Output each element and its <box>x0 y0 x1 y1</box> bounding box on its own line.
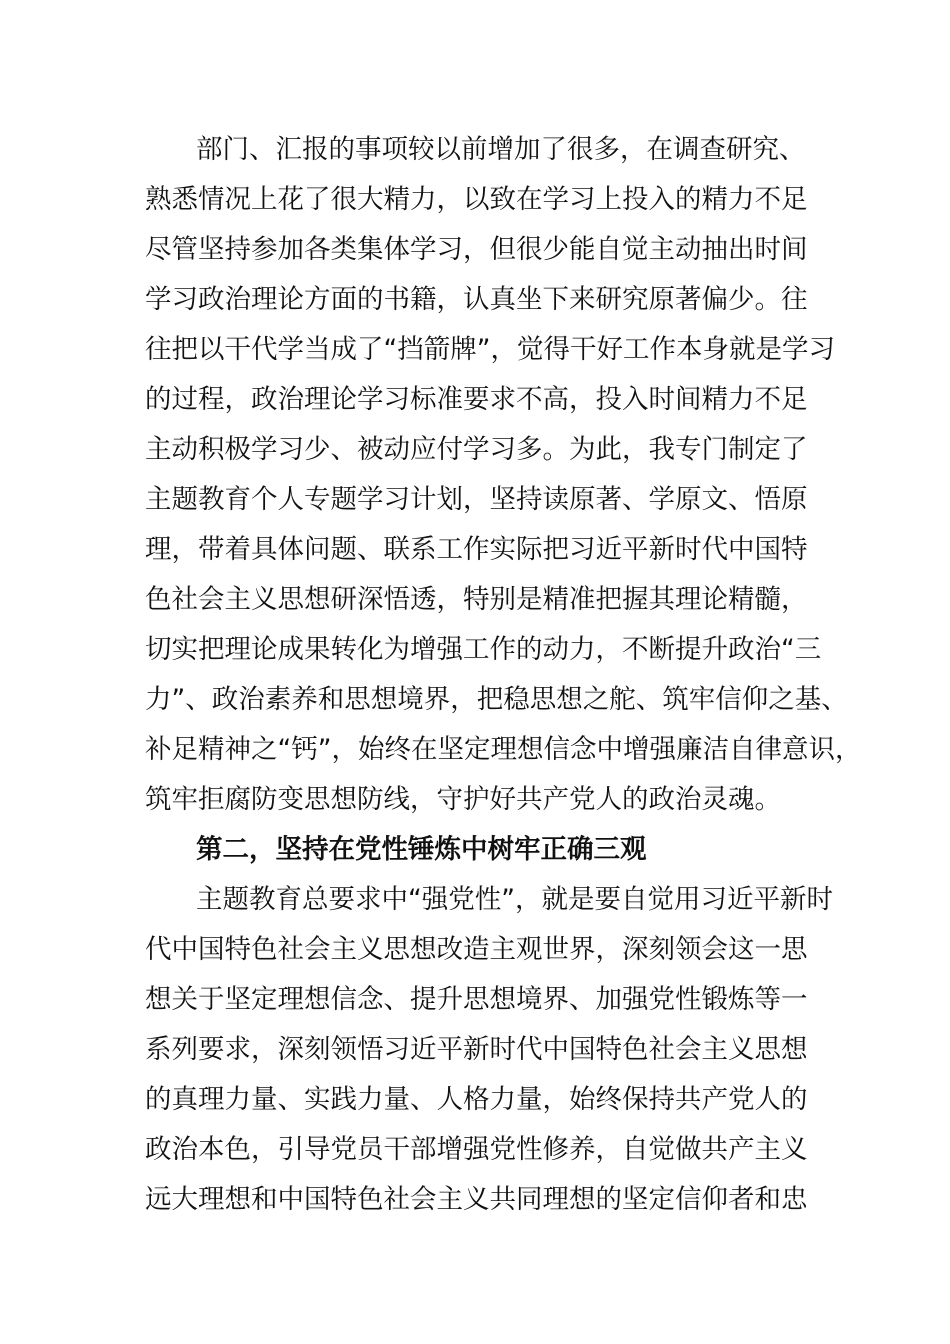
text-line: 熟悉情况上花了很大精力，以致在学习上投入的精力不足 <box>145 184 808 215</box>
text-line: 代中国特色社会主义思想改造主观世界，深刻领会这一思 <box>145 934 808 965</box>
section-heading: 第二，坚持在党性锤炼中树牢正确三观 <box>196 834 647 865</box>
text-line: 补足精神之“钙”，始终在坚定理想信念中增强廉洁自律意识， <box>145 734 862 765</box>
text-line: 政治本色，引导党员干部增强党性修养，自觉做共产主义 <box>145 1134 808 1165</box>
text-line: 系列要求，深刻领悟习近平新时代中国特色社会主义思想 <box>145 1034 808 1065</box>
text-line: 主题教育总要求中“强党性”，就是要自觉用习近平新时 <box>196 884 833 915</box>
text-line: 力”、政治素养和思想境界，把稳思想之舵、筑牢信仰之基、 <box>145 684 848 715</box>
text-line: 的过程，政治理论学习标准要求不高，投入时间精力不足 <box>145 384 808 415</box>
text-line: 主题教育个人专题学习计划，坚持读原著、学原文、悟原 <box>145 484 808 515</box>
text-line: 尽管坚持参加各类集体学习，但很少能自觉主动抽出时间 <box>145 234 808 265</box>
text-line: 部门、汇报的事项较以前增加了很多，在调查研究、 <box>196 134 806 165</box>
text-line: 筑牢拒腐防变思想防线，守护好共产党人的政治灵魂。 <box>145 784 781 815</box>
text-line: 切实把理论成果转化为增强工作的动力，不断提升政治“三 <box>145 634 822 665</box>
text-line: 学习政治理论方面的书籍，认真坐下来研究原著偏少。往 <box>145 284 808 315</box>
text-line: 理，带着具体问题、联系工作实际把习近平新时代中国特 <box>145 534 808 565</box>
text-line: 的真理力量、实践力量、人格力量，始终保持共产党人的 <box>145 1084 808 1115</box>
text-line: 远大理想和中国特色社会主义共同理想的坚定信仰者和忠 <box>145 1184 808 1215</box>
text-line: 往把以干代学当成了“挡箭牌”，觉得干好工作本身就是学习 <box>145 334 835 365</box>
text-line: 想关于坚定理想信念、提升思想境界、加强党性锻炼等一 <box>145 984 808 1015</box>
text-line: 色社会主义思想研深悟透，特别是精准把握其理论精髓， <box>145 584 808 615</box>
text-line: 主动积极学习少、被动应付学习多。为此，我专门制定了 <box>145 434 808 465</box>
